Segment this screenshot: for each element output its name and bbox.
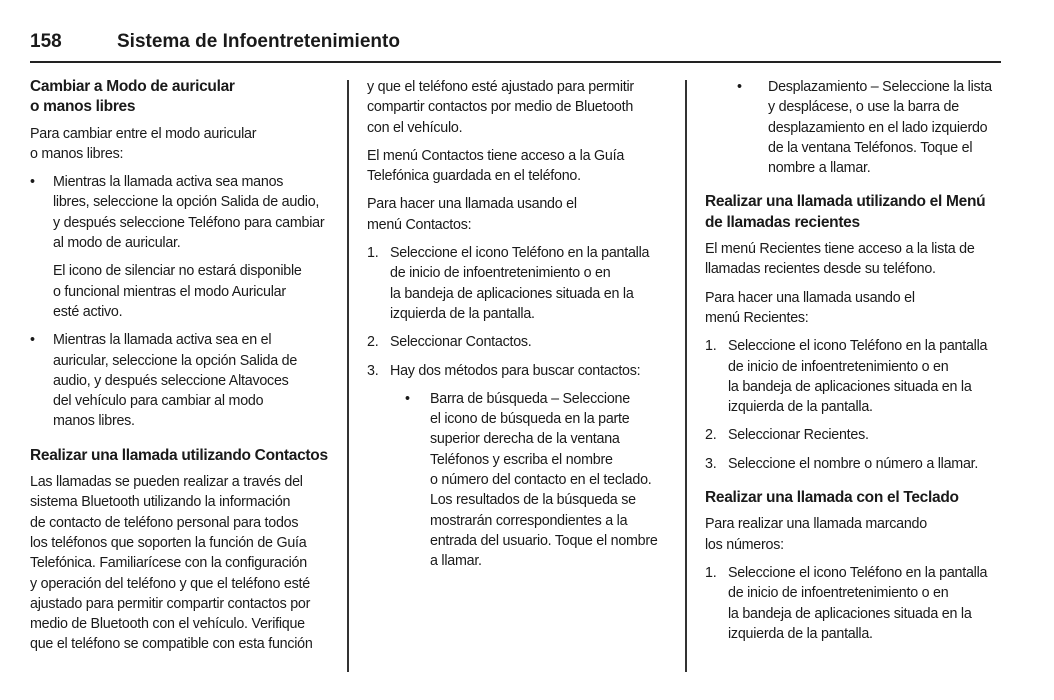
step-item: [705, 425, 1005, 445]
page-number: 158: [30, 31, 62, 52]
sub-list-item: [705, 77, 1005, 178]
step-text: Seleccionar Recientes.: [728, 427, 869, 444]
step-number: 1.: [705, 338, 717, 355]
step-item: [367, 332, 667, 352]
header-rule: [30, 61, 1001, 63]
step-text: Seleccionar Contactos.: [390, 334, 532, 351]
bullet-icon: •: [405, 390, 410, 407]
note: El icono de silenciar no estará disponible o funcional mientras el modo Auricular esté activo.: [53, 263, 302, 320]
step-item: [705, 454, 1005, 474]
list-item-text: Mientras la llamada activa sea manos libres, seleccione la opción Salida de audio, y después seleccione Teléfono para cambiar al modo de auricular.: [53, 174, 325, 252]
step-text: Seleccione el icono Teléfono en la pantalla de inicio de infoentretenimiento o en la bandeja de aplicaciones situada en la izquierda de la pantalla.: [728, 564, 988, 642]
paragraph: y que el teléfono esté ajustado para permitir compartir contactos por medio de Bluetooth con el vehículo.: [367, 79, 634, 136]
step-item: [367, 361, 667, 381]
step-number: 3.: [367, 362, 379, 379]
bullet-icon: •: [30, 174, 35, 191]
list-item-text: Barra de búsqueda – Seleccione el icono de búsqueda en la parte superior derecha de la ventana Teléfonos y escriba el nombre o número del contacto en el teclado. Los resultados de la búsqueda se mostrarán correspondientes a la entrada del usuario. Toque el nombre a llamar.: [430, 390, 658, 570]
column-divider: [685, 80, 687, 672]
step-text: Seleccione el icono Teléfono en la pantalla de inicio de infoentretenimiento o en la bandeja de aplicaciones situada en la izquierda de la pantalla.: [390, 245, 650, 322]
paragraph: El menú Recientes tiene acceso a la lista de llamadas recientes desde su teléfono.: [705, 241, 975, 278]
step-number: 1.: [367, 245, 379, 262]
list-item-text: Desplazamiento – Seleccione la lista y desplácese, o use la barra de desplazamiento en el lado izquierdo de la ventana Teléfonos. Toque el nombre a llamar.: [768, 79, 992, 177]
list-item: [30, 330, 340, 431]
step-number: 2.: [367, 334, 379, 351]
column-1: [30, 77, 340, 663]
paragraph: Para hacer una llamada usando el menú Recientes:: [705, 289, 915, 326]
column-divider: [347, 80, 349, 672]
sub-list-item: [367, 389, 667, 572]
bullet-icon: •: [737, 79, 742, 95]
step-text: Seleccione el nombre o número a llamar.: [728, 455, 979, 472]
paragraph: Para realizar una llamada marcando los números:: [705, 516, 927, 553]
step-item: [705, 563, 1005, 644]
section-heading: Realizar una llamada utilizando Contactos: [30, 446, 328, 464]
page-title: Sistema de Infoentretenimiento: [117, 31, 400, 52]
bullet-icon: •: [30, 332, 35, 349]
column-3: [705, 77, 1005, 652]
step-number: 1.: [705, 564, 717, 581]
step-number: 3.: [705, 455, 717, 472]
list-item: [30, 172, 340, 253]
section-heading: Realizar una llamada utilizando el Menú de llamadas recientes: [705, 193, 986, 231]
step-item: [705, 336, 1005, 417]
column-2: [367, 77, 667, 580]
section-heading: Cambiar a Modo de auricular o manos libres: [30, 78, 235, 116]
paragraph: El menú Contactos tiene acceso a la Guía Telefónica guardada en el teléfono.: [367, 147, 625, 185]
step-text: Hay dos métodos para buscar contactos:: [390, 362, 641, 379]
paragraph: Las llamadas se pueden realizar a través del sistema Bluetooth utilizando la información de contacto de teléfono personal para todos los teléfonos que soporten la función de Guía Telefónica. Familiarícese con la configuración y operación del teléfono y que el teléfono esté ajustado para permitir compartir contactos por medio de Bluetooth con el vehículo. Verifique que el teléfono se compatible con esta función: [30, 474, 313, 653]
paragraph: Para hacer una llamada usando el menú Contactos:: [367, 196, 577, 233]
paragraph: Para cambiar entre el modo auricular o manos libres:: [30, 125, 257, 162]
list-item-text: Mientras la llamada activa sea en el auricular, seleccione la opción Salida de audio, y después seleccione Altavoces del vehículo para cambiar al modo manos libres.: [53, 332, 298, 430]
section-heading: Realizar una llamada con el Teclado: [705, 489, 959, 507]
step-item: [367, 243, 667, 324]
step-number: 2.: [705, 427, 717, 444]
step-text: Seleccione el icono Teléfono en la pantalla de inicio de infoentretenimiento o en la bandeja de aplicaciones situada en la izquierda de la pantalla.: [728, 338, 988, 416]
